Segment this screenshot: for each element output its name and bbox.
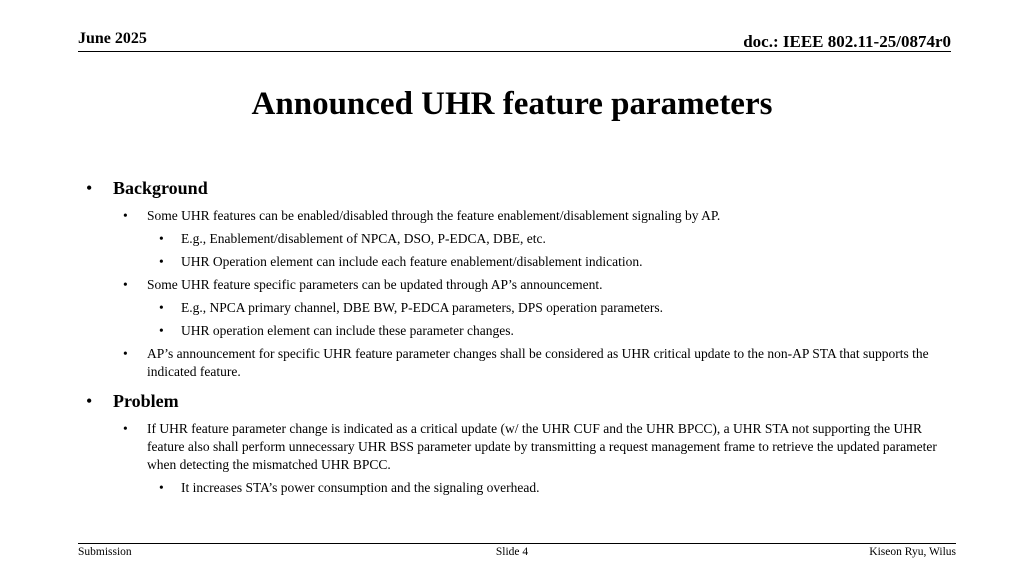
footer-author: Kiseon Ryu, Wilus: [869, 546, 956, 558]
bullet-icon: •: [123, 208, 128, 223]
list-item: [78, 420, 938, 474]
bullet-icon: •: [123, 421, 128, 436]
list-item: [78, 345, 938, 381]
section-heading: [78, 387, 938, 415]
bullet-icon: •: [159, 480, 164, 495]
bullet-icon: •: [86, 391, 93, 411]
slide-title: Announced UHR feature parameters: [251, 86, 773, 122]
list-item-text: UHR operation element can include these parameter changes.: [181, 323, 514, 338]
bullet-icon: •: [123, 277, 128, 292]
list-item-text: UHR Operation element can include each feature enablement/disablement indication.: [181, 254, 643, 269]
list-item: [78, 276, 938, 294]
header-doc-id: doc.: IEEE 802.11-25/0874r0: [743, 32, 951, 51]
section-heading: [78, 174, 938, 202]
list-item-text: It increases STA’s power consumption and the signaling overhead.: [181, 480, 540, 495]
list-item: [78, 479, 938, 497]
list-item-text: Some UHR features can be enabled/disabled through the feature enablement/disablement signaling by AP.: [147, 208, 721, 223]
footer-submission: Submission: [78, 546, 132, 558]
bullet-icon: •: [123, 346, 128, 361]
list-item-text: E.g., Enablement/disablement of NPCA, DSO, P-EDCA, DBE, etc.: [181, 231, 546, 246]
list-item: [78, 207, 938, 225]
footer-slide-number: Slide 4: [495, 546, 529, 558]
list-item: [78, 253, 938, 271]
bullet-icon: •: [159, 300, 164, 315]
list-item: [78, 322, 938, 340]
list-item-text: Some UHR feature specific parameters can be updated through AP’s announcement.: [147, 277, 603, 292]
list-item-text: E.g., NPCA primary channel, DBE BW, P-EDCA parameters, DPS operation parameters.: [181, 300, 664, 315]
footer-rule: [78, 543, 956, 544]
bullet-icon: •: [159, 254, 164, 269]
bullet-icon: •: [159, 231, 164, 246]
slide-body: [78, 168, 938, 497]
header-date: June 2025: [78, 30, 147, 47]
list-item-text: AP’s announcement for specific UHR feature parameter changes shall be considered as UHR critical update to the non-AP STA that supports the indicated feature.: [147, 346, 929, 379]
list-item-text: If UHR feature parameter change is indicated as a critical update (w/ the UHR CUF and the UHR BPCC), a UHR STA not supporting the UHR feature also shall perform unnecessary UHR BSS parameter update by transmitting a request management frame to retrieve the updated parameter when detecting the mismatched UHR BPCC.: [147, 421, 937, 472]
bullet-icon: •: [159, 323, 164, 338]
header-rule: [78, 51, 951, 52]
bullet-icon: •: [86, 178, 93, 198]
section-heading-text: Problem: [113, 391, 179, 411]
list-item: [78, 299, 938, 317]
list-item: [78, 230, 938, 248]
section-heading-text: Background: [113, 178, 208, 198]
